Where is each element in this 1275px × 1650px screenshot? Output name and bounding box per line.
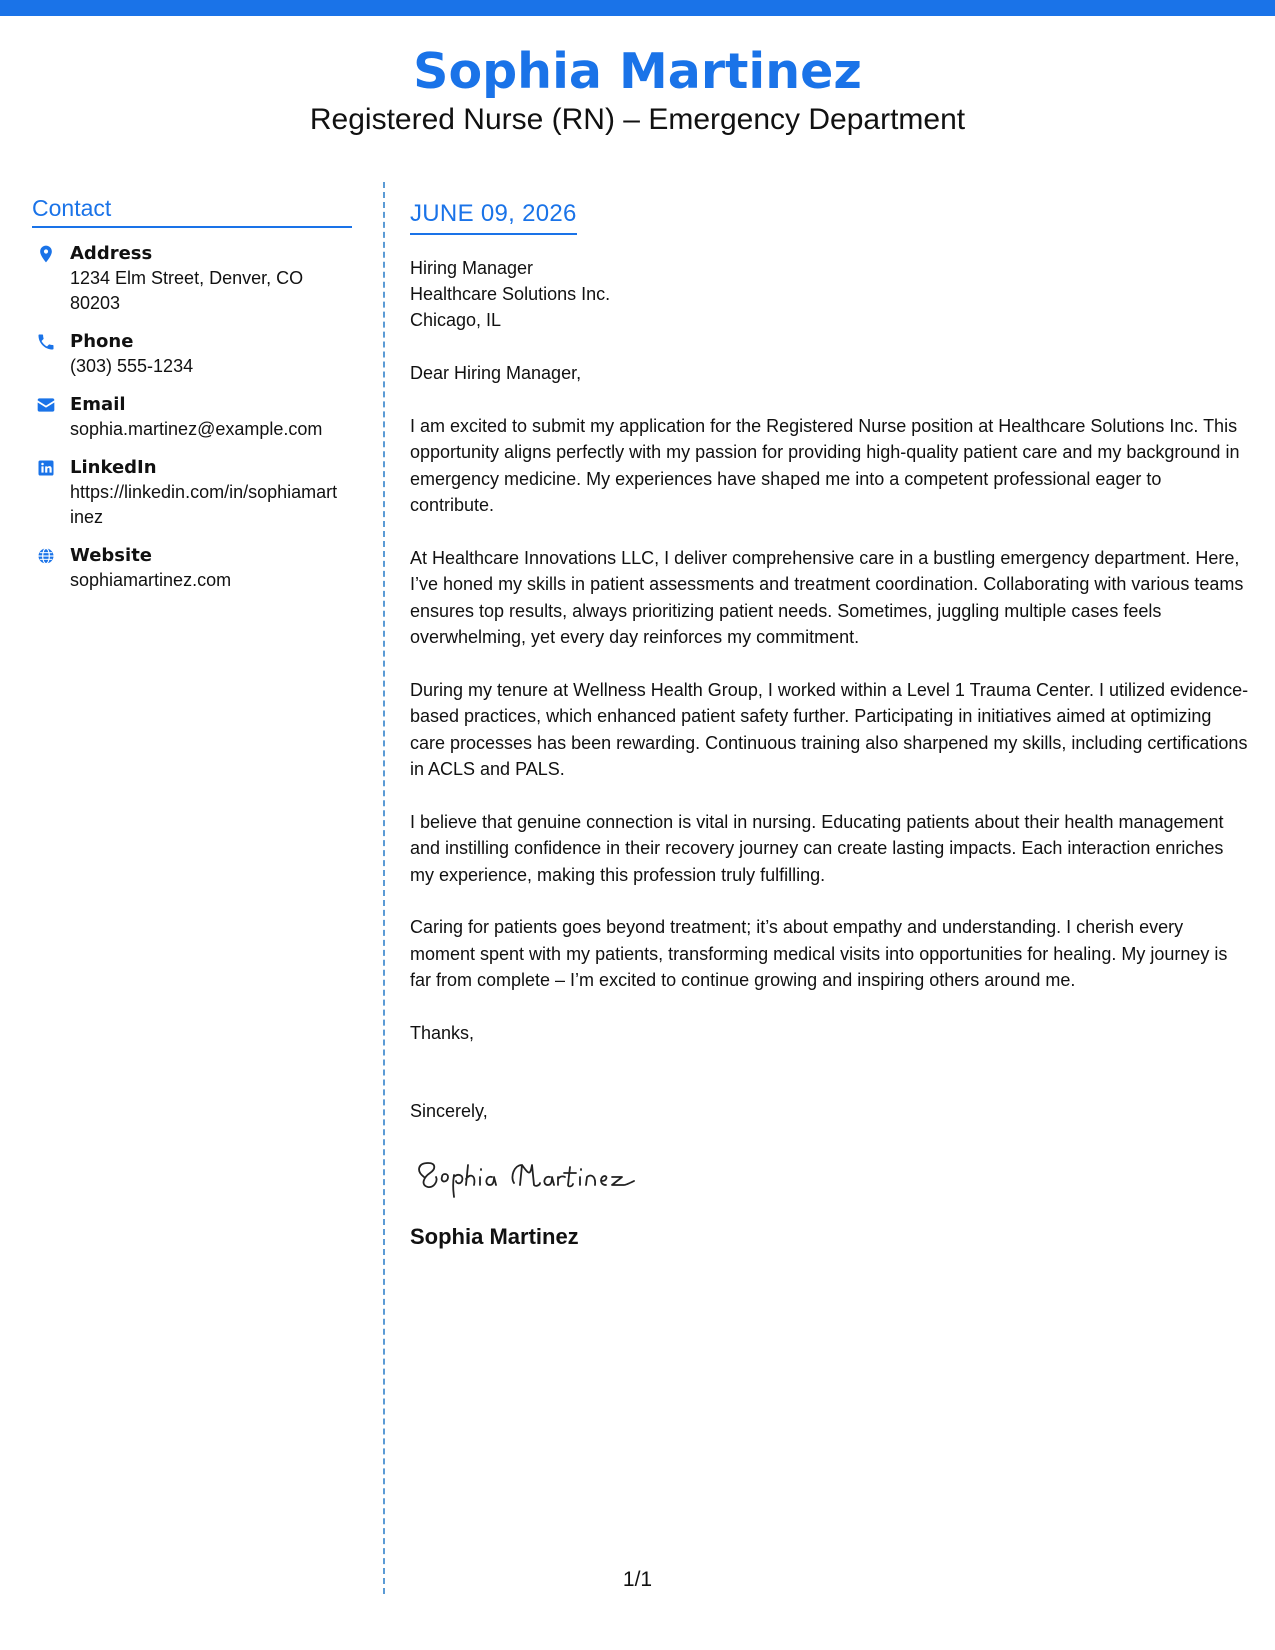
contact-label-linkedin: LinkedIn <box>70 457 157 478</box>
paragraph-1: I am excited to submit my application for the Registered Nurse position at Healthcare Solutions Inc. This opportunity aligns perfectly with my passion for providing high-quality patient care and my background in emergency medicine. My experiences have shaped me into a competent professional eager to contribute. <box>410 415 1240 515</box>
job-title: Registered Nurse (RN) – Emergency Department <box>309 103 966 136</box>
contact-heading: Contact <box>32 194 352 228</box>
contact-label-phone: Phone <box>70 331 134 352</box>
contact-value-phone: (303) 555-1234 <box>70 356 194 376</box>
paragraph-5: Caring for patients goes beyond treatment; it’s about empathy and understanding. I cherish every moment spent with my patients, transforming medical visits into opportunities for healing. My journey is far from complete – I’m excited to continue growing and inspiring others around me. <box>410 917 1228 990</box>
top-accent-bar <box>0 0 1275 16</box>
recipient-line-1: Hiring Manager <box>410 258 534 278</box>
email-icon <box>36 395 56 415</box>
signature-graphic <box>410 1147 670 1203</box>
letter-date: JUNE 09, 2026 <box>410 198 577 235</box>
contact-item-phone <box>32 330 352 379</box>
linkedin-icon <box>36 458 56 478</box>
contact-section <box>32 194 352 593</box>
map-pin-icon <box>36 244 56 264</box>
closing-line: Sincerely, <box>410 1101 488 1121</box>
paragraph-4: I believe that genuine connection is vital in nursing. Educating patients about their health management and instilling confidence in their recovery journey can create lasting impacts. Each interaction enriches my experience, making this profession truly fulfilling. <box>410 811 1224 885</box>
signed-name: Sophia Martinez <box>410 1223 579 1249</box>
contact-item-linkedin <box>32 456 352 530</box>
contact-label-address: Address <box>70 243 153 264</box>
contact-value-linkedin[interactable]: https://linkedin.com/in/sophiamartinez <box>70 482 338 527</box>
contact-value-website[interactable]: sophiamartinez.com <box>70 570 232 590</box>
greeting: Dear Hiring Manager, <box>410 363 582 383</box>
contact-item-email <box>32 393 352 442</box>
column-divider <box>383 182 385 1594</box>
paragraph-2: At Healthcare Innovations LLC, I deliver comprehensive care in a bustling emergency department. Here, I’ve honed my skills in patient assessments and treatment coordination. Collaborating with various teams ensures top results, always prioritizing patient needs. Sometimes, juggling multiple cases feels overwhelming, yet every day reinforces my commitment. <box>410 547 1244 647</box>
contact-label-website: Website <box>70 545 153 566</box>
contact-value-address: 1234 Elm Street, Denver, CO 80203 <box>70 268 304 313</box>
globe-icon <box>36 546 56 566</box>
recipient-line-2: Healthcare Solutions Inc. <box>410 284 611 304</box>
thanks-line: Thanks, <box>410 1022 475 1043</box>
phone-icon <box>36 332 56 352</box>
cover-letter-body <box>410 198 1250 1251</box>
page-number: 1/1 <box>622 1568 653 1591</box>
contact-label-email: Email <box>70 394 126 415</box>
contact-item-website <box>32 544 352 593</box>
recipient-line-3: Chicago, IL <box>410 310 502 330</box>
handwritten-signature <box>410 1147 1250 1203</box>
recipient-block <box>410 255 1250 333</box>
applicant-name: Sophia Martinez <box>413 43 862 100</box>
contact-item-address <box>32 242 352 316</box>
resume-header <box>0 40 1275 140</box>
paragraph-3: During my tenure at Wellness Health Group, I worked within a Level 1 Trauma Center. I utilized evidence-based practices, which enhanced patient safety further. Participating in initiatives aimed at optimizing care processes has been rewarding. Continuous training also sharpened my skills, including certifications in ACLS and PALS. <box>410 679 1249 779</box>
contact-value-email[interactable]: sophia.martinez@example.com <box>70 419 323 439</box>
